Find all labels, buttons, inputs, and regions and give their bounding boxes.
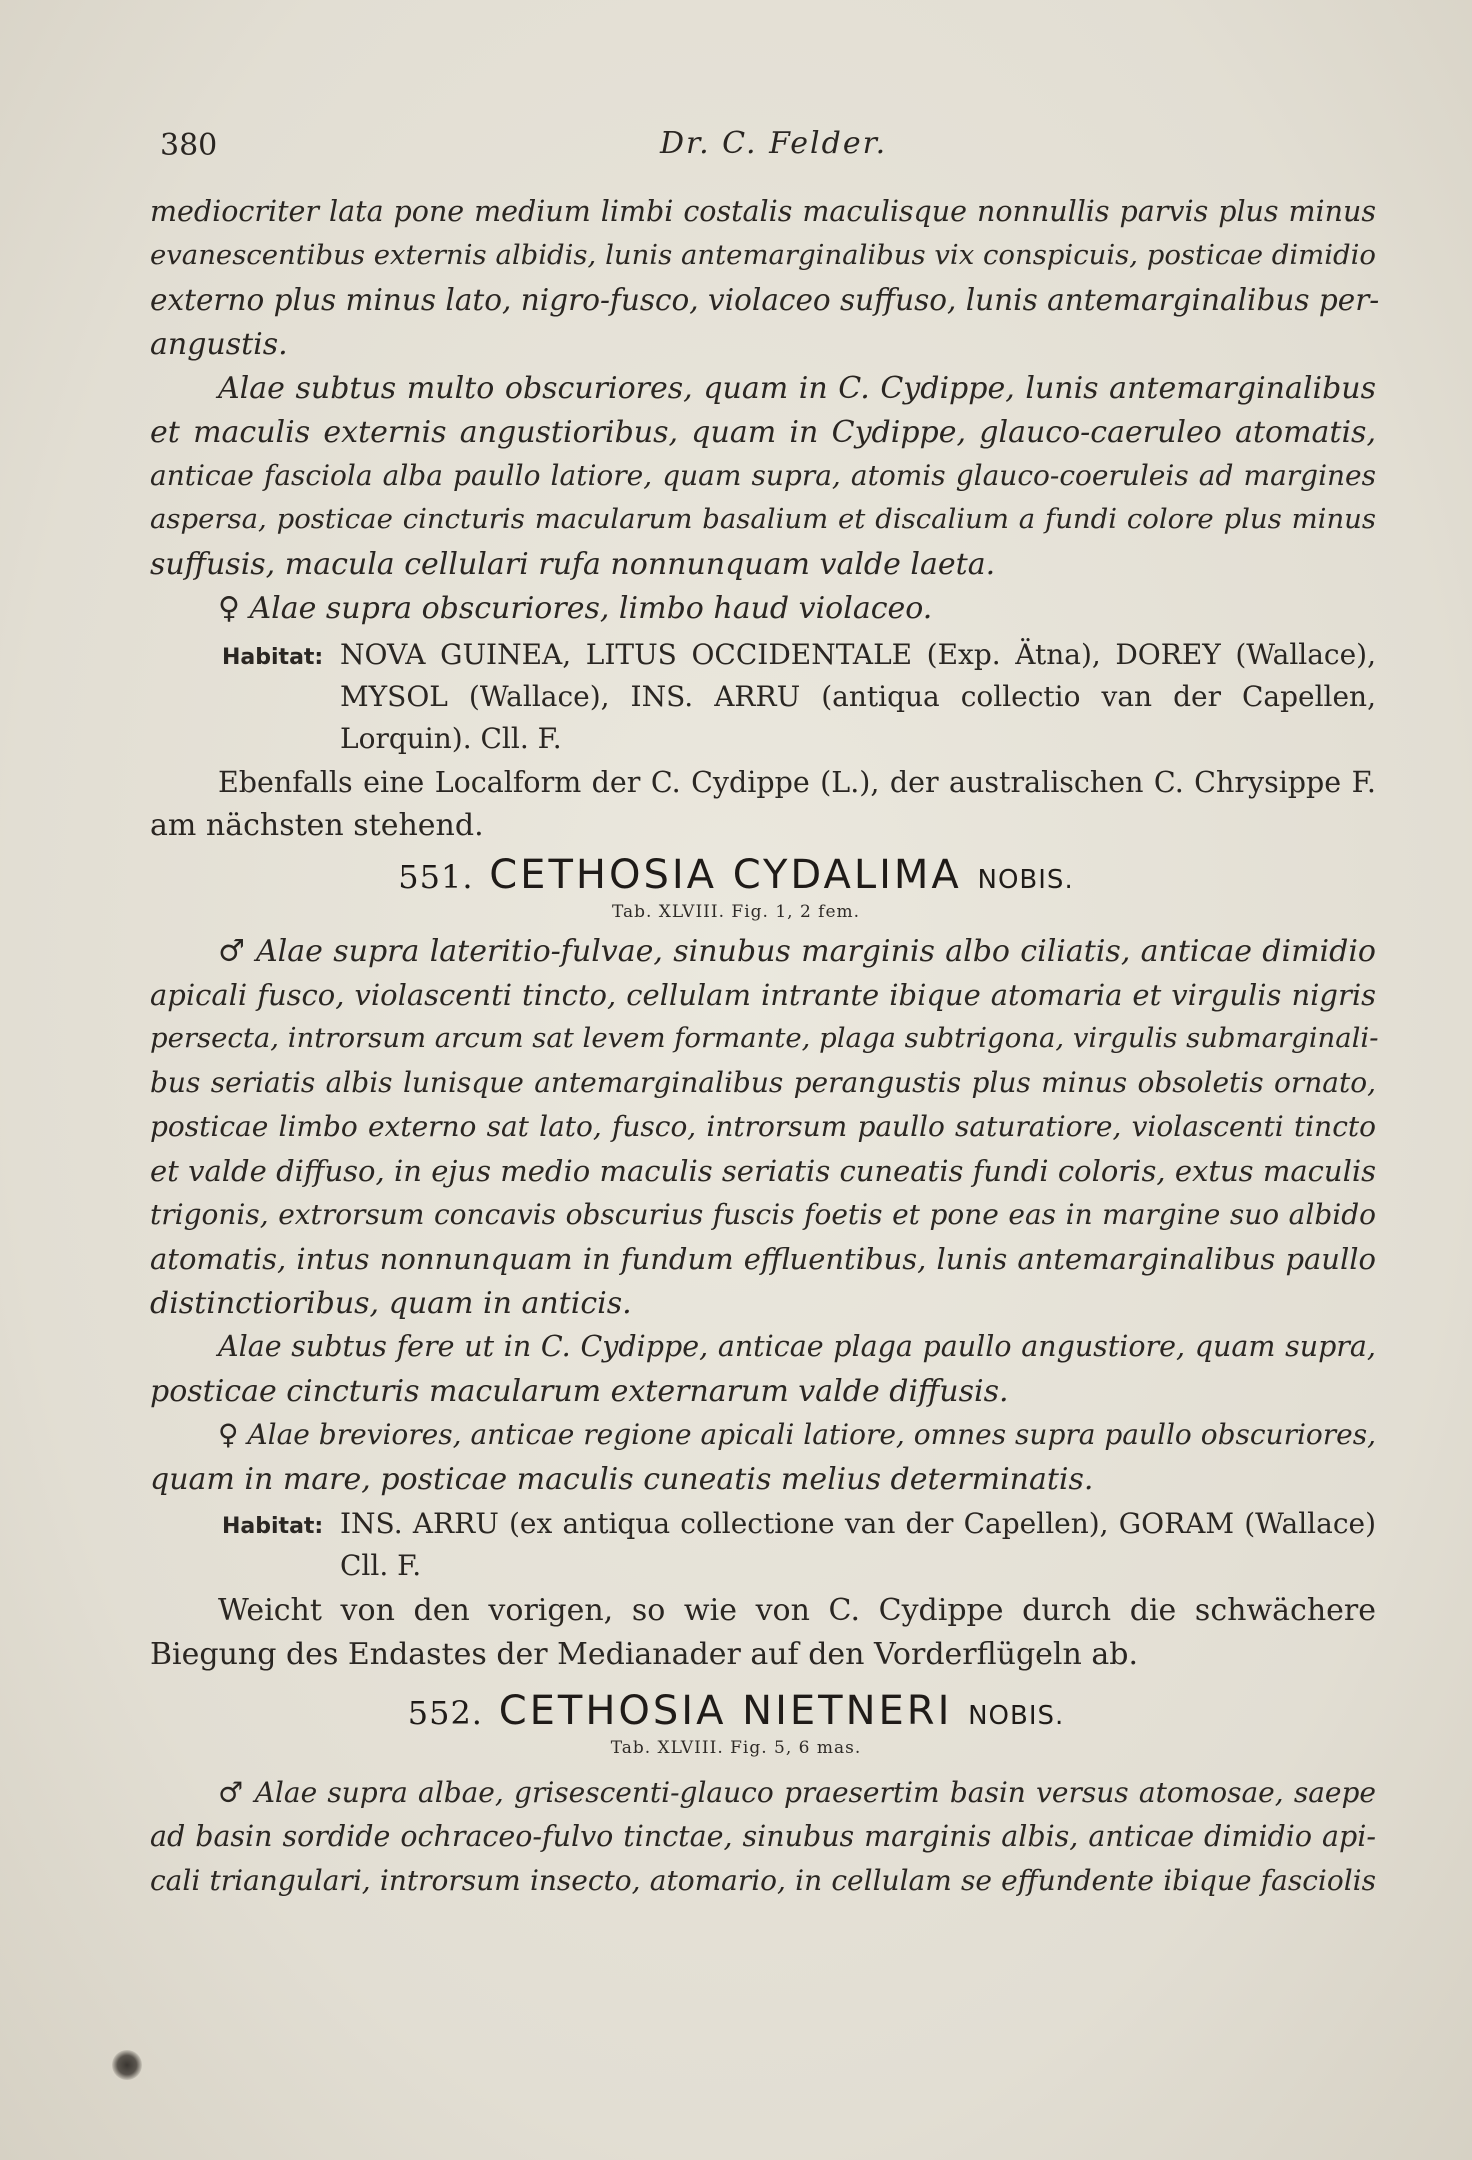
text-line: apicali fusco, violascenti tincto, cellulam intrante ibique atomaria et virgulis nigris [150, 978, 1376, 1012]
text-line: ♂ Alae supra lateritio-fulvae, sinubus marginis albo ciliatis, anticae dimidio [218, 934, 1376, 969]
habitat-line: INS. ARRU (ex antiqua collectione van der Capellen), GORAM (Wallace) [340, 1507, 1376, 1540]
species-number: 551. [398, 858, 474, 896]
species-heading-551 [0, 852, 1472, 898]
text-line: ad basin sordide ochraceo-fulvo tinctae, sinubus marginis albis, anticae dimidio api- [150, 1820, 1376, 1853]
species-name: CETHOSIA CYDALIMA [489, 852, 962, 898]
species-author: NOBIS. [968, 1701, 1065, 1731]
page-number: 380 [160, 128, 218, 163]
habitat-line: NOVA GUINEA, LITUS OCCIDENTALE (Exp. Ätna), DOREY (Wallace), [340, 638, 1376, 671]
text-line: angustis. [150, 327, 288, 362]
text-line: posticae limbo externo sat lato, fusco, introrsum paullo saturatiore, violascenti tincto [150, 1110, 1376, 1143]
habitat-label: Habitat: [222, 1514, 324, 1539]
text-line: Alae subtus multo obscuriores, quam in C. Cydippe, lunis antemarginalibus [218, 371, 1376, 406]
text-line: posticae cincturis macularum externarum valde diffusis. [150, 1374, 1009, 1409]
plate-reference: Tab. XLVIII. Fig. 5, 6 mas. [610, 1738, 862, 1758]
remark-line: Ebenfalls eine Localform der C. Cydippe (L.), der australischen C. Chrysippe F. [218, 766, 1376, 799]
species-name: CETHOSIA NIETNERI [498, 1688, 953, 1734]
text-line: persecta, introrsum arcum sat levem formante, plaga subtrigona, virgulis submarginali- [150, 1022, 1379, 1054]
species-number: 552. [407, 1694, 483, 1732]
text-line: et maculis externis angustioribus, quam in Cydippe, glauco-caeruleo atomatis, [150, 415, 1376, 450]
female-note: ♀ Alae supra obscuriores, limbo haud violaceo. [218, 591, 933, 626]
text-line: trigonis, extrorsum concavis obscurius fuscis foetis et pone eas in margine suo albido [150, 1198, 1376, 1231]
text-line: aspersa, posticae cincturis macularum basalium et discalium a fundi colore plus minus [150, 503, 1376, 535]
habitat-line: MYSOL (Wallace), INS. ARRU (antiqua collectio van der Capellen, [340, 680, 1376, 713]
text-line: anticae fasciola alba paullo latiore, quam supra, atomis glauco-coeruleis ad margines [150, 459, 1376, 492]
species-heading-552 [0, 1688, 1472, 1734]
text-line: Alae subtus fere ut in C. Cydippe, anticae plaga paullo angustiore, quam supra, [218, 1330, 1376, 1363]
page-header [160, 128, 1380, 168]
habitat-line: Lorquin). Cll. F. [340, 722, 562, 755]
habitat-line: Cll. F. [340, 1549, 422, 1582]
remark-line: Biegung des Endastes der Medianader auf den Vorderflügeln ab. [150, 1637, 1138, 1672]
text-line: ♂ Alae supra albae, grisescenti-glauco praesertim basin versus atomosae, saepe [218, 1776, 1376, 1809]
remark-line: am nächsten stehend. [150, 808, 484, 843]
text-line: mediocriter lata pone medium limbi costalis maculisque nonnullis parvis plus minus [150, 195, 1376, 228]
text-line: ♀ Alae breviores, anticae regione apicali latiore, omnes supra paullo obscuriores, [218, 1418, 1376, 1451]
text-line: quam in mare, posticae maculis cuneatis melius determinatis. [150, 1462, 1094, 1497]
plate-reference: Tab. XLVIII. Fig. 1, 2 fem. [611, 902, 861, 922]
running-head: Dr. C. Felder. [660, 126, 888, 161]
habitat-label: Habitat: [222, 645, 324, 670]
text-line: suffusis, macula cellulari rufa nonnunquam valde laeta. [150, 547, 996, 582]
ink-smudge [112, 2050, 142, 2080]
species-author: NOBIS. [977, 865, 1074, 895]
text-line: et valde diffuso, in ejus medio maculis seriatis cuneatis fundi coloris, extus maculis [150, 1154, 1376, 1188]
text-line: evanescentibus externis albidis, lunis antemarginalibus vix conspicuis, posticae dimidio [150, 239, 1376, 271]
remark-line: Weicht von den vorigen, so wie von C. Cydippe durch die schwächere [218, 1593, 1376, 1628]
text-line: bus seriatis albis lunisque antemarginalibus perangustis plus minus obsoletis ornato, [150, 1066, 1376, 1099]
text-line: cali triangulari, introrsum insecto, atomario, in cellulam se effundente ibique fasciolis [150, 1864, 1376, 1897]
text-line: distinctioribus, quam in anticis. [150, 1286, 632, 1321]
text-line: atomatis, intus nonnunquam in fundum effluentibus, lunis antemarginalibus paullo [150, 1242, 1376, 1276]
text-line: externo plus minus lato, nigro-fusco, violaceo suffuso, lunis antemarginalibus per- [150, 283, 1380, 317]
